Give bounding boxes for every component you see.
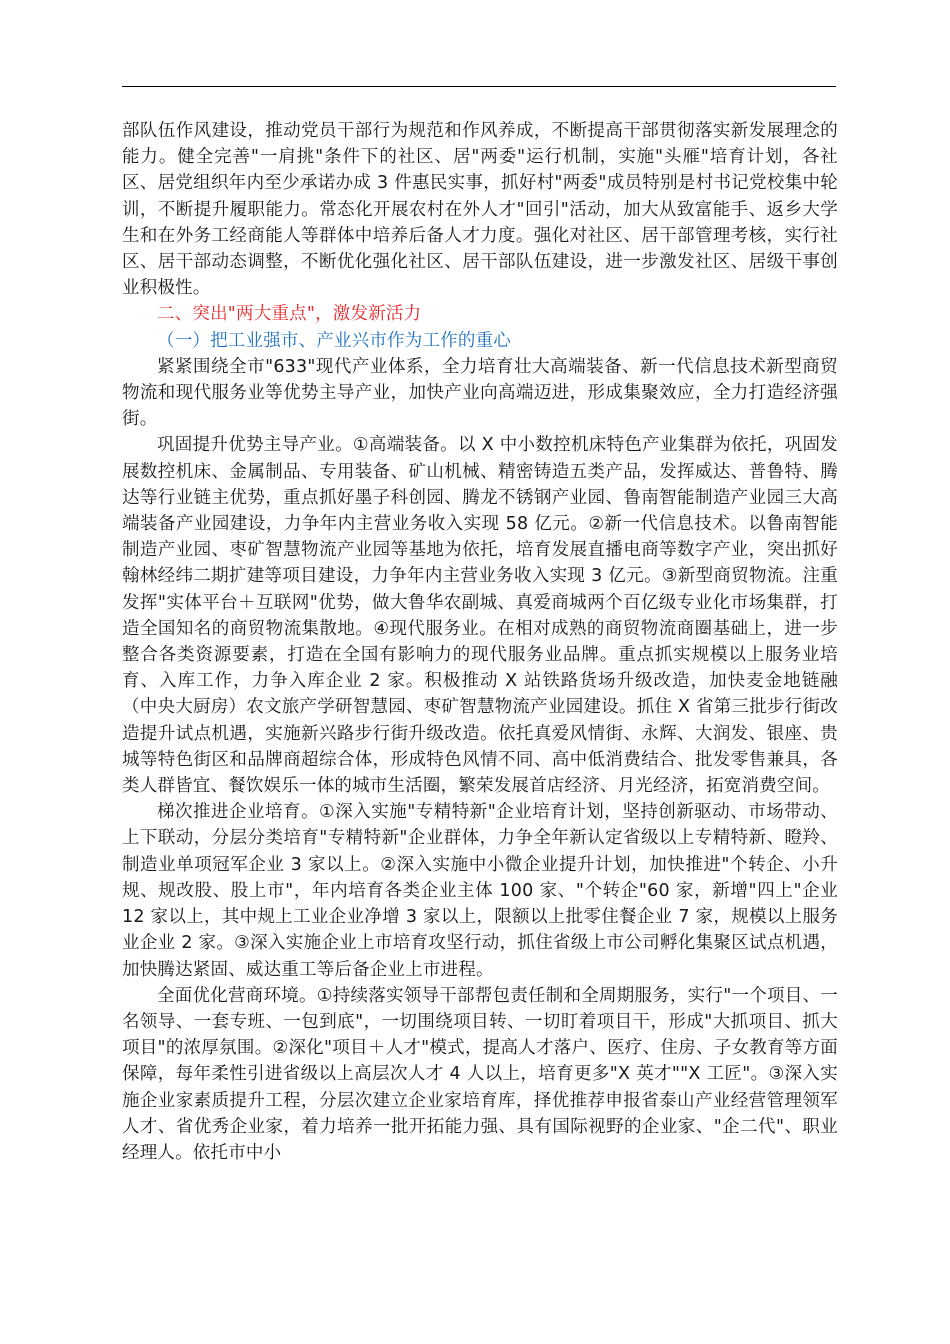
paragraph-business-environment: 全面优化营商环境。①持续落实领导干部帮包责任制和全周期服务，实行"一个项目、一名领导、一套专班、一包到底"，一切围绕项目转、一切盯着项目干，形成"大抓项目、抓大项目"的浓厚氛围。②深化"项目＋人才"模式，提高人才落户、医疗、住房、子女教育等方面保障，每年柔性引进省级以上高层次人才 4 人以上，培育更多"X 英才""X 工匠"。③深入实施企业家素质提升工程，分层次建立企业家培育库，择优推荐申报省泰山产业经营管理领军人才、省优秀企业家，着力培养一批开拓能力强、具有国际视野的企业家、"企二代"、职业经理人。依托市中小: [122, 985, 838, 1163]
section-heading-two-priorities: 二、突出"两大重点"，激发新活力: [157, 304, 422, 325]
paragraph-enterprise-cultivation: 梯次推进企业培育。①深入实施"专精特新"企业培育计划，坚持创新驱动、市场带动、上下联动，分层分类培育"专精特新"企业群体，力争全年新认定省级以上专精特新、瞪羚、制造业单项冠军企业 3 家以上。②深入实施中小微企业提升计划，加快推进"个转企、小升规、规改股、股上市"，年内培育各类企业主体 100 家、"个转企"60 家，新增"四上"企业 12 家以上，其中规上工业企业净增 3 家以上，限额以上批零住餐企业 7 家，规模以上服务业企业 2 家。③深入实施企业上市培育攻坚行动，抓住省级上市公司孵化集聚区试点机遇，加快腾达紧固、威达重工等后备企业上市进程。: [122, 802, 838, 980]
paragraph-industry-system: 紧紧围绕全市"633"现代产业体系，全力培育壮大高端装备、新一代信息技术新型商贸物流和现代服务业等优势主导产业，加快产业向高端迈进，形成集聚效应，全力打造经济强街。: [122, 356, 838, 430]
header-rule: [122, 86, 836, 87]
paragraph-leading-industries: 巩固提升优势主导产业。①高端装备。以 X 中小数控机床特色产业集群为依托，巩固发展数控机床、金属制品、专用装备、矿山机械、精密铸造五类产品，发挥威达、普鲁特、腾达等行业链主优势，重点抓好墨子科创园、腾龙不锈钢产业园、鲁南智能制造产业园三大高端装备产业园建设，力争年内主营业务收入实现 58 亿元。②新一代信息技术。以鲁南智能制造产业园、枣矿智慧物流产业园等基地为依托，培育发展直播电商等数字产业，突出抓好翰林经纬二期扩建等项目建设，力争年内主营业务收入实现 3 亿元。③新型商贸物流。注重发挥"实体平台＋互联网"优势，做大鲁华农副城、真爱商城两个百亿级专业化市场集群，打造全国知名的商贸物流集散地。④现代服务业。在相对成熟的商贸物流商圈基础上，进一步整合各类资源要素，打造在全国有影响力的现代服务业品牌。重点抓实规模以上服务业培育、入库工作，力争入库企业 2 家。积极推动 X 站铁路货场升级改造，加快麦金地链融（中央大厨房）农文旅产学研智慧园、枣矿智慧物流产业园建设。抓住 X 省第三批步行街改造提升试点机遇，实施新兴路步行街升级改造。依托真爱风情街、永辉、大润发、银座、贵城等特色街区和品牌商超综合体，形成特色风情不同、高中低消费结合、批发零售兼具，各类人群皆宜、餐饮娱乐一体的城市生活圈，繁荣发展首店经济、月光经济，拓宽消费空间。: [122, 435, 838, 797]
subsection-heading-industry: （一）把工业强市、产业兴市作为工作的重心: [157, 330, 511, 351]
paragraph-party-building: 部队伍作风建设，推动党员干部行为规范和作风养成，不断提高干部贯彻落实新发展理念的能力。健全完善"一肩挑"条件下的社区、居"两委"运行机制，实施"头雁"培育计划，各社区、居党组织年内至少承诺办成 3 件惠民实事，抓好村"两委"成员特别是村书记党校集中轮训，不断提升履职能力。常态化开展农村在外人才"回引"活动，加大从致富能手、返乡大学生和在外务工经商能人等群体中培养后备人才力度。强化对社区、居干部管理考核，实行社区、居干部动态调整，不断优化强化社区、居干部队伍建设，进一步激发社区、居级干事创业积极性。: [122, 121, 838, 299]
document-body: [122, 118, 838, 1166]
